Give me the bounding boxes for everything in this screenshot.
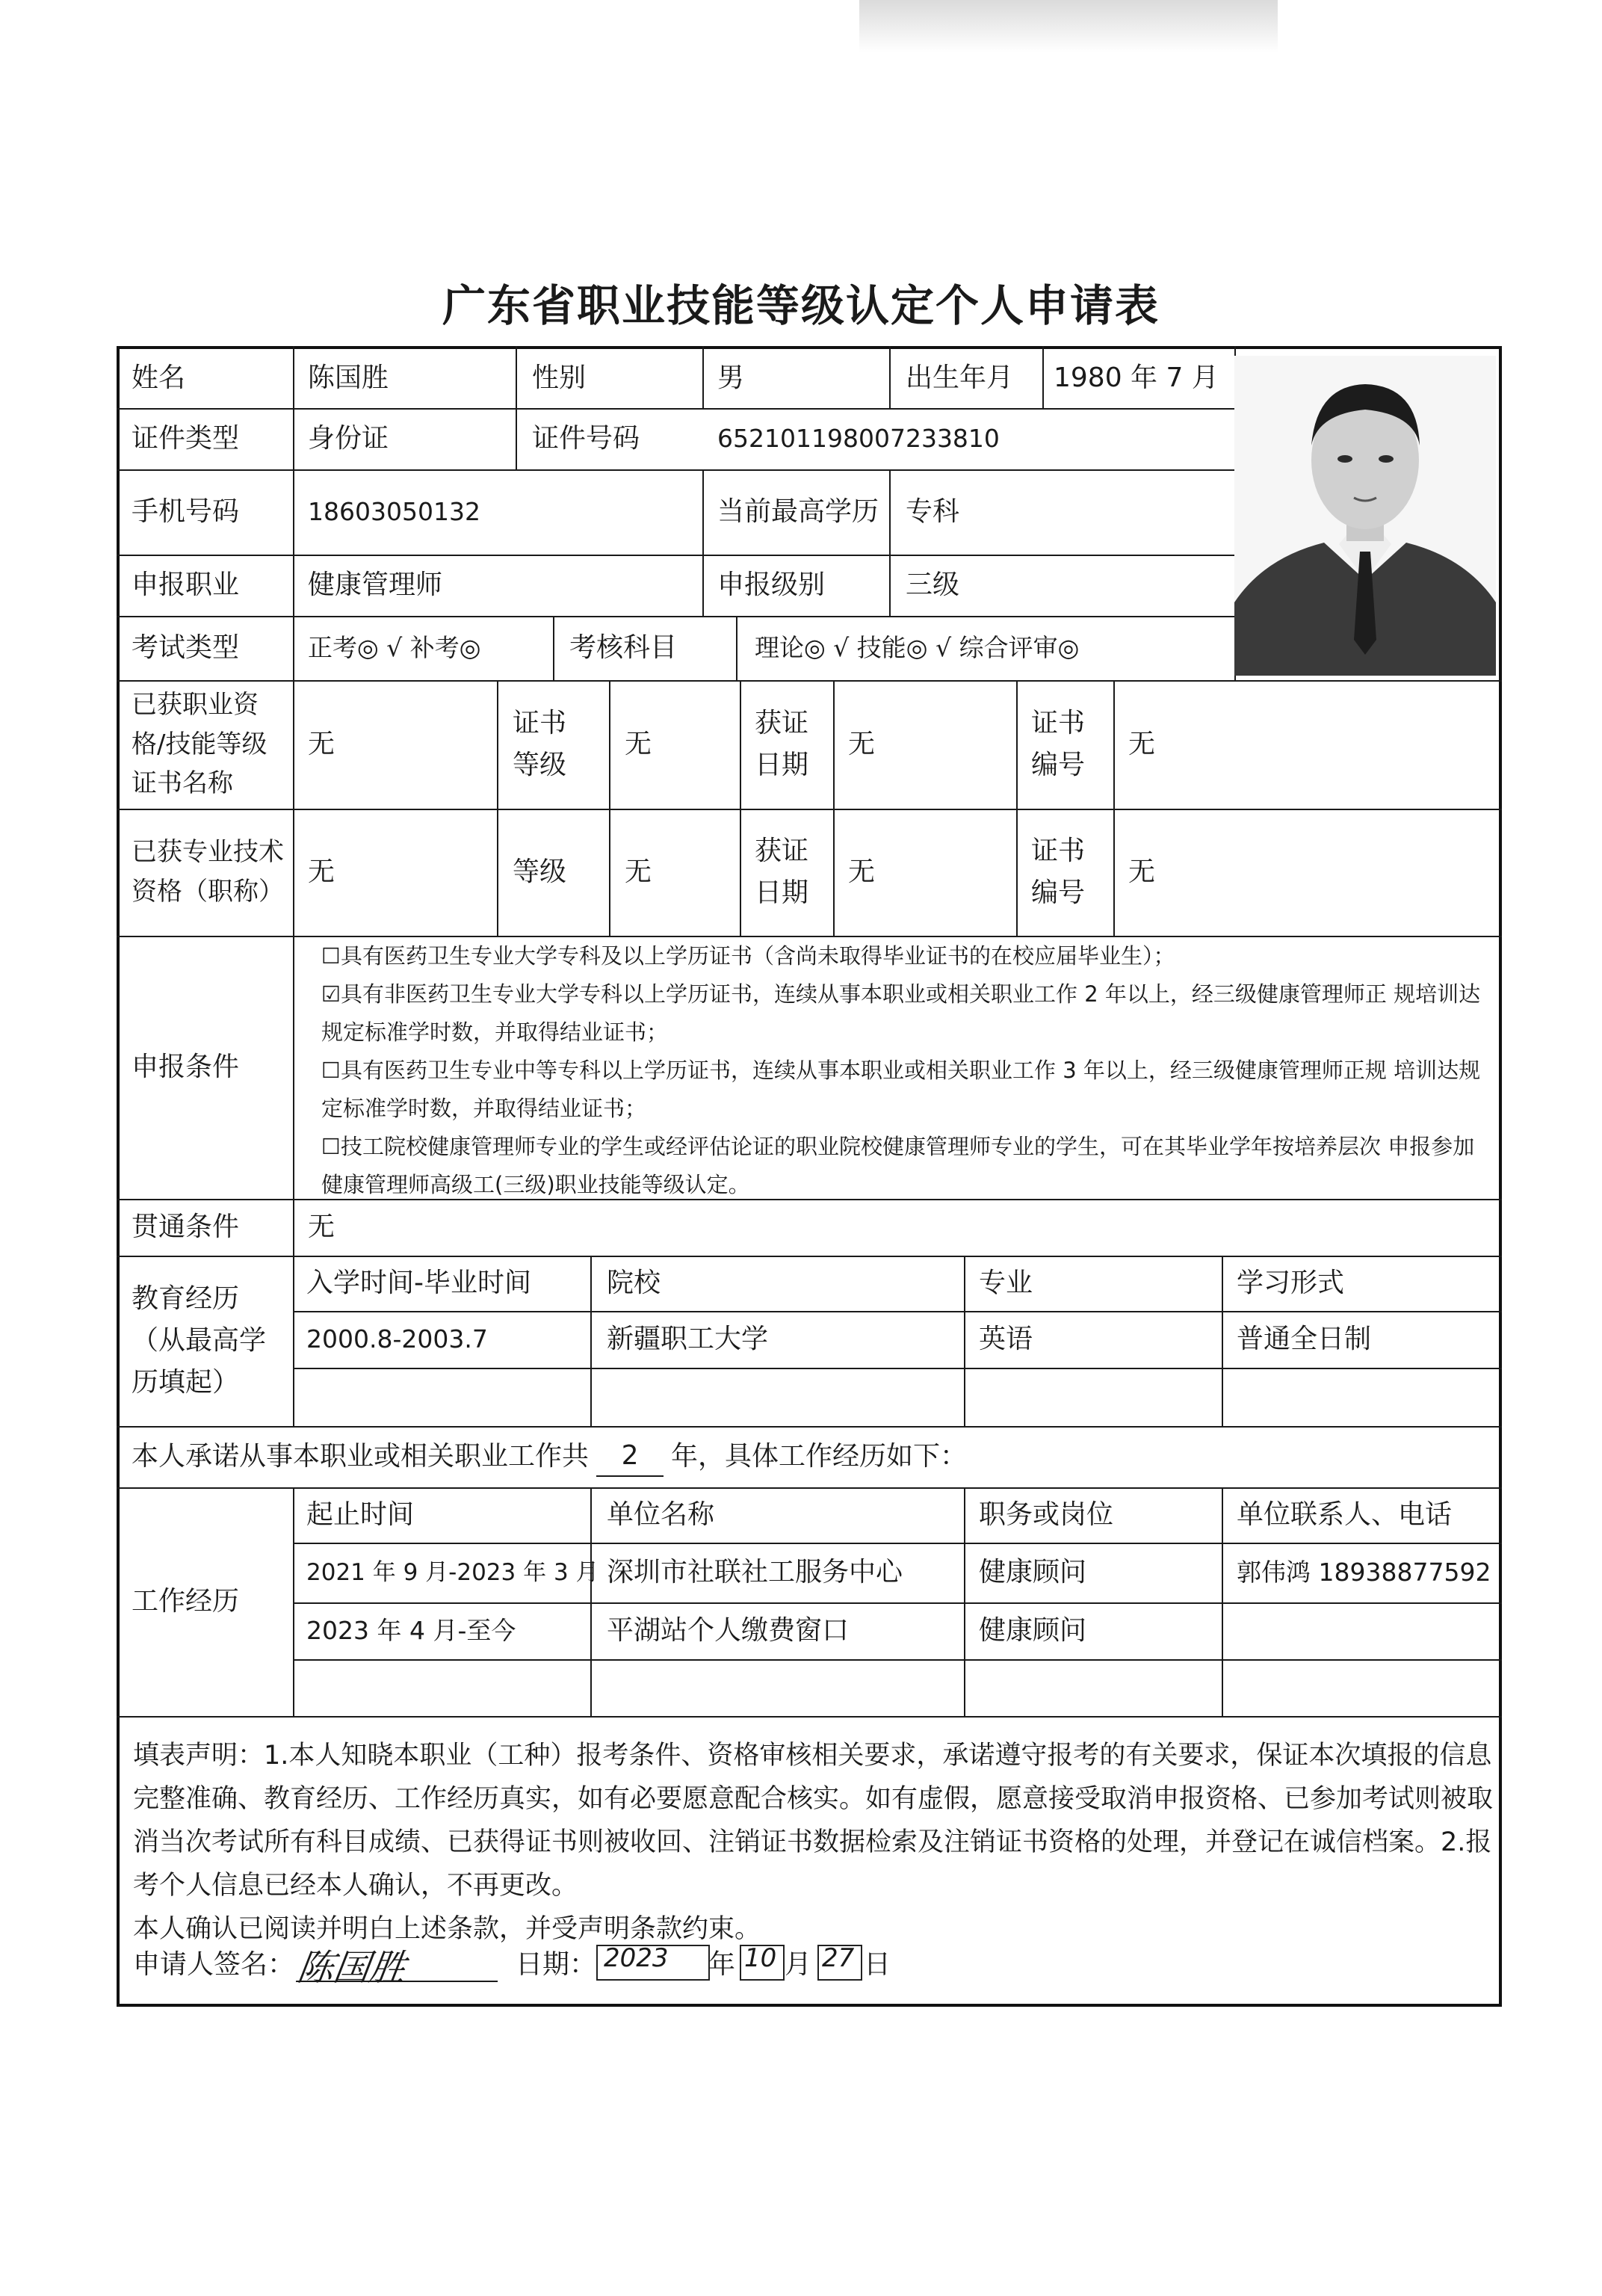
work-cell: 健康顾问 <box>979 1556 1087 1587</box>
signature-label: 申请人签名： <box>133 1949 295 1980</box>
col-line <box>609 680 610 936</box>
label-id-number: 证件号码 <box>532 422 640 454</box>
value-occupation: 健康管理师 <box>308 569 443 600</box>
work-cell: 郭伟鸿 18938877592 <box>1237 1558 1491 1587</box>
condition-item: ☑具有非医药卫生专业大学专科以上学历证书，连续从事本职业或相关职业工作 2 年以上，经三级健康管理师正 规培训达规定标准学时数，并取得结业证书； <box>321 981 1481 1045</box>
work-header: 单位名称 <box>607 1499 715 1530</box>
edu-cell: 2000.8-2003.7 <box>306 1324 488 1354</box>
col-line <box>516 346 517 469</box>
edu-header: 院校 <box>607 1267 661 1298</box>
value-level: 三级 <box>906 569 960 600</box>
label-cert-skill: 已获职业资格/技能等级证书名称 <box>132 689 267 799</box>
value-cert-tech: 无 <box>308 856 335 887</box>
value-cert-skill: 无 <box>308 728 335 759</box>
work-commitment <box>132 1428 967 1486</box>
value-cert-level: 无 <box>625 728 652 759</box>
condition-item: ☐具有医药卫生专业中等专科以上学历证书，连续从事本职业或相关职业工作 3 年以上，经三级健康管理师正规 培训达规定标准学时数，并取得结业证书； <box>321 1058 1481 1121</box>
col-line <box>889 346 891 408</box>
work-cell: 健康顾问 <box>979 1614 1087 1646</box>
label-tech-cert-number: 证书编号 <box>1031 836 1086 908</box>
work-header: 职务或岗位 <box>979 1499 1114 1530</box>
date-label: 日期： <box>516 1949 597 1980</box>
label-gender: 性别 <box>532 362 587 393</box>
value-id-type: 身份证 <box>308 422 389 454</box>
col-line <box>1042 346 1044 408</box>
value-through-conditions: 无 <box>308 1211 335 1242</box>
label-tech-obtain-date: 获证日期 <box>755 836 809 908</box>
edu-header: 学习形式 <box>1237 1267 1345 1298</box>
work-cell: 深圳市社联社工服务中心 <box>607 1556 903 1587</box>
label-exam-subjects: 考核科目 <box>569 632 678 663</box>
declaration-text: 填表声明：1.本人知晓本职业（工种）报考条件、资格审核相关要求，承诺遵守报考的有关要求，保证本次填报的信息完整准确、教育经历、工作经历真实，如有必要愿意配合核实。如有虚假，愿意接受取消申报资格、已参加考试则被取消当次考试所有科目成绩、已获得证书则被收回、注销证书数据检索及注销证书资格的处理，并登记在诚信档案。2.报考个人信息已经本人确认，不再更改。 <box>133 1741 1494 1901</box>
value-tech-level: 无 <box>625 856 652 887</box>
col-line <box>736 616 737 680</box>
work-cell: 2021 年 9 月-2023 年 3 月 <box>306 1558 599 1586</box>
applicant-signature: 陈国胜 <box>296 1939 504 1982</box>
work-commit-prefix: 本人承诺从事本职业或相关职业工作共 <box>132 1440 590 1472</box>
col-line <box>590 1487 592 1716</box>
value-exam-subjects: 理论◎ √ 技能◎ √ 综合评审◎ <box>755 633 1080 663</box>
label-cert-number: 证书编号 <box>1031 708 1086 780</box>
label-conditions: 申报条件 <box>132 1051 240 1082</box>
work-header: 单位联系人、电话 <box>1237 1499 1453 1530</box>
col-line <box>1113 680 1115 936</box>
label-birth: 出生年月 <box>906 362 1014 393</box>
label-through-conditions: 贯通条件 <box>132 1211 240 1242</box>
label-level: 申报级别 <box>717 569 826 600</box>
declaration <box>133 1734 1493 1951</box>
value-obtain-date: 无 <box>848 728 876 759</box>
col-line <box>740 680 741 936</box>
col-line <box>1222 1256 1223 1426</box>
col-line <box>833 680 835 936</box>
value-gender: 男 <box>717 362 745 393</box>
value-name: 陈国胜 <box>308 362 389 393</box>
date-day: 27 <box>822 1943 855 1973</box>
col-line <box>293 1487 294 1716</box>
condition-item: ☐技工院校健康管理师专业的学生或经评估论证的职业院校健康管理师专业的学生，可在其毕业学年按培养层次 申报参加健康管理师高级工(三级)职业技能等级认定。 <box>321 1134 1475 1197</box>
col-line <box>497 680 498 936</box>
col-line <box>1222 1487 1223 1716</box>
label-name: 姓名 <box>132 362 186 393</box>
value-cert-number: 无 <box>1128 728 1156 759</box>
value-education-highest: 专科 <box>906 496 960 527</box>
applicant-photo <box>1234 356 1496 676</box>
label-education: 教育经历（从最高学历填起） <box>132 1283 267 1398</box>
row-line <box>293 1368 1502 1369</box>
row-line <box>117 555 1234 556</box>
col-line <box>293 1256 294 1426</box>
form-title: 广东省职业技能等级认定个人申请表 <box>442 280 1160 331</box>
col-line <box>590 1256 592 1426</box>
condition-item: ☐具有医药卫生专业大学专科及以上学历证书（含尚未取得毕业证书的在校应届毕业生）； <box>321 943 1175 969</box>
edu-cell: 英语 <box>979 1323 1033 1354</box>
date-month-unit: 月 <box>785 1949 812 1980</box>
col-line <box>553 616 554 680</box>
edu-header: 专业 <box>979 1267 1033 1298</box>
value-birth: 1980 年 7 月 <box>1054 362 1219 393</box>
label-exam-type: 考试类型 <box>132 632 240 663</box>
row-line <box>117 408 1234 410</box>
label-phone: 手机号码 <box>132 496 240 527</box>
work-commit-suffix: 年，具体工作经历如下： <box>671 1440 968 1472</box>
date-month: 10 <box>744 1943 777 1973</box>
value-tech-obtain-date: 无 <box>848 856 876 887</box>
col-line <box>293 680 294 1256</box>
col-line <box>293 346 294 680</box>
label-occupation: 申报职业 <box>132 569 240 600</box>
col-line <box>889 469 891 616</box>
value-phone: 18603050132 <box>308 497 480 527</box>
work-cell: 2023 年 4 月-至今 <box>306 1616 516 1646</box>
portrait-icon <box>1234 356 1496 676</box>
col-line <box>964 1487 965 1716</box>
label-cert-level: 证书等级 <box>513 708 567 780</box>
col-line <box>702 469 704 616</box>
row-line <box>293 1659 1502 1661</box>
label-cert-tech: 已获专业技术资格（职称） <box>132 837 284 907</box>
scan-smudge <box>859 0 1278 52</box>
conditions-list <box>321 937 1494 1204</box>
row-line <box>117 1716 1502 1718</box>
date-year: 2023 <box>604 1943 669 1973</box>
declaration-confirm: 本人确认已阅读并明白上述条款，并受声明条款约束。 <box>133 1914 761 1944</box>
date-day-unit: 日 <box>864 1949 891 1980</box>
col-line <box>1016 680 1018 936</box>
label-tech-level: 等级 <box>513 856 567 887</box>
label-work: 工作经历 <box>132 1585 240 1617</box>
edu-cell: 普通全日制 <box>1237 1323 1372 1354</box>
edu-cell: 新疆职工大学 <box>607 1323 769 1354</box>
edu-header: 入学时间-毕业时间 <box>306 1267 531 1298</box>
row-line <box>117 469 1234 471</box>
work-header: 起止时间 <box>306 1499 415 1530</box>
value-id-number: 652101198007233810 <box>717 424 1000 454</box>
col-line <box>702 346 704 408</box>
col-line <box>964 1256 965 1426</box>
date-year-unit: 年 <box>708 1949 736 1980</box>
value-tech-cert-number: 无 <box>1128 856 1156 887</box>
label-id-type: 证件类型 <box>132 422 240 454</box>
value-exam-type: 正考◎ √ 补考◎ <box>308 633 481 663</box>
work-cell: 平湖站个人缴费窗口 <box>607 1614 850 1646</box>
label-education-highest: 当前最高学历 <box>717 496 879 527</box>
label-obtain-date: 获证日期 <box>755 708 809 780</box>
work-commit-years: 2 <box>596 1436 664 1477</box>
